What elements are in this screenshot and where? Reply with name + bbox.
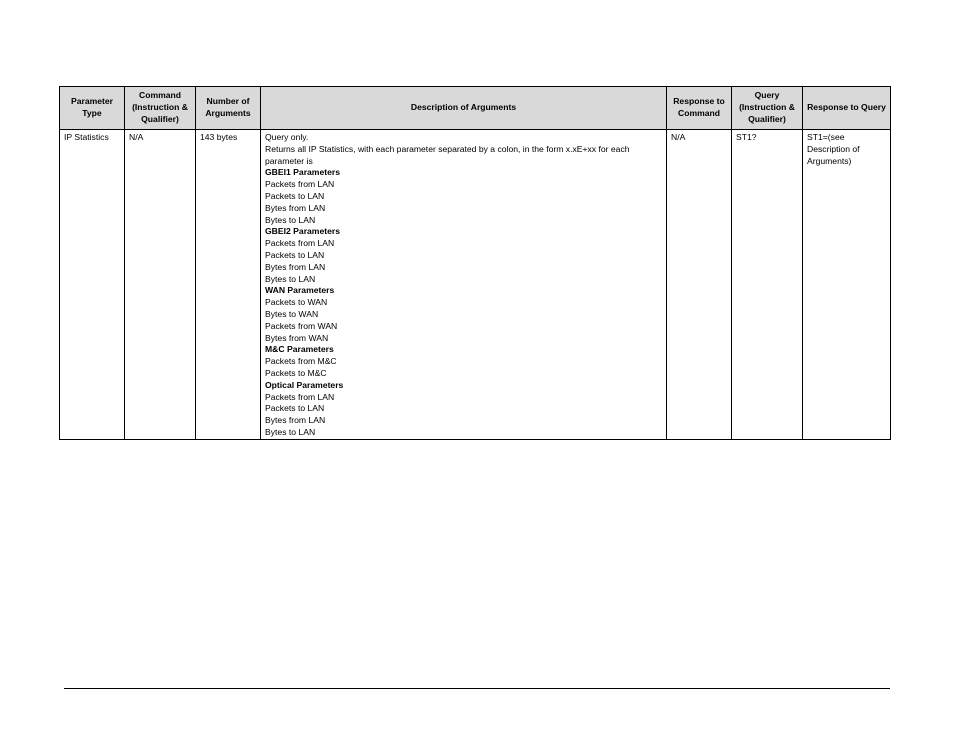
description-line: Packets to WAN [265, 297, 328, 308]
cell-description [261, 130, 667, 440]
cell-response-to-query: ST1=(see Description of Arguments) [803, 130, 891, 440]
description-line: Packets from LAN [265, 238, 335, 249]
cell-number-of-arguments: 143 bytes [196, 130, 261, 440]
header-parameter-type: Parameter Type [60, 87, 125, 130]
header-description-of-arguments: Description of Arguments [261, 87, 667, 130]
header-command: Command (Instruction & Qualifier) [125, 87, 196, 130]
description-section-heading: GBEI2 Parameters [265, 226, 340, 237]
cell-query: ST1? [732, 130, 803, 440]
cell-command: N/A [125, 130, 196, 440]
description-section-heading: WAN Parameters [265, 285, 335, 296]
header-response-to-query: Response to Query [803, 87, 891, 130]
description-section-heading: M&C Parameters [265, 344, 334, 355]
description-line: Packets to LAN [265, 403, 325, 414]
description-section-heading: Optical Parameters [265, 379, 344, 390]
description-line: Bytes from LAN [265, 202, 326, 213]
description-line: Query only. [265, 132, 309, 142]
description-line: Packets from WAN [265, 320, 338, 331]
description-line: Packets to LAN [265, 190, 325, 201]
description-section-heading: GBEI1 Parameters [265, 167, 340, 178]
description-line: Packets from M&C [265, 356, 337, 367]
description-line: Bytes to LAN [265, 426, 316, 437]
description-line: Packets to M&C [265, 367, 327, 378]
header-number-of-arguments: Number of Arguments [196, 87, 261, 130]
description-line: Bytes to WAN [265, 308, 319, 319]
description-line: Bytes from LAN [265, 415, 326, 426]
description-line: Bytes from LAN [265, 261, 326, 272]
description-line: Packets from LAN [265, 179, 335, 190]
table-row [60, 130, 891, 440]
cell-parameter-type: IP Statistics [60, 130, 125, 440]
description-line: Bytes from WAN [265, 332, 329, 343]
table-header-row [60, 87, 891, 130]
description-line: Bytes to LAN [265, 273, 316, 284]
command-table [59, 86, 891, 440]
cell-response-to-command: N/A [667, 130, 732, 440]
footer-divider [64, 688, 890, 689]
header-response-to-command: Response to Command [667, 87, 732, 130]
header-query: Query (Instruction & Qualifier) [732, 87, 803, 130]
description-line: Packets to LAN [265, 249, 325, 260]
description-line: Bytes to LAN [265, 214, 316, 225]
description-line: Returns all IP Statistics, with each parameter separated by a colon, in the form x.xE+xx for each parameter is [265, 143, 630, 166]
description-line: Packets from LAN [265, 391, 335, 402]
